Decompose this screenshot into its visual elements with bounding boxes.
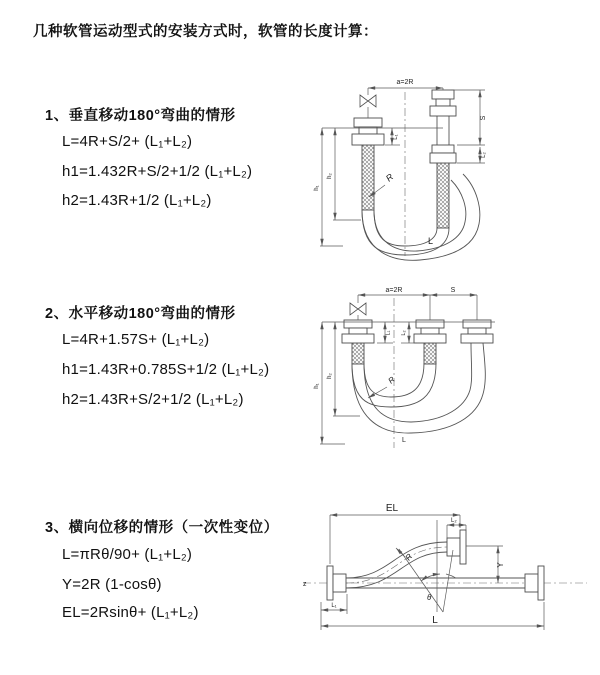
dim-label-l2: L₂ [451, 518, 457, 524]
dim-label-s: S [450, 287, 456, 294]
dim-label-l: L [428, 236, 434, 246]
dim-label-l1: L₁ [393, 134, 399, 140]
hose-assembly [352, 88, 480, 260]
dimension-lines [314, 287, 495, 444]
dim-label-l2: L₂ [401, 330, 407, 336]
flange-left [327, 566, 346, 600]
angle-construction [399, 520, 456, 612]
section-1-formula-h2: h2=1.43R+1/2 (L₁+L₂) [62, 192, 212, 209]
diagram-vertical-180-bend [305, 68, 595, 266]
section-3-formula-Y: Y=2R (1-cosθ) [62, 576, 162, 593]
braided-hose-left [362, 145, 374, 210]
dim-label-l2: L₂ [481, 152, 487, 158]
dim-label-r: R [383, 171, 396, 184]
dim-label-l: L [432, 615, 438, 626]
section-3-heading: 3、横向位移的情形（一次性变位） [45, 520, 279, 536]
flange-fitting-right-lower [430, 145, 456, 163]
centerline-datum-mark: z [303, 581, 307, 588]
hose-assembly [342, 295, 493, 433]
valve-icon [360, 88, 376, 118]
section-1-formula-L: L=4R+S/2+ (L₁+L₂) [62, 133, 193, 150]
dim-label-l: L [402, 437, 406, 444]
page-title: 几种软管运动型式的安装方式时，软管的长度计算： [33, 24, 378, 40]
flange-right-original [525, 566, 544, 600]
flange-fitting-right-displaced [461, 320, 493, 343]
diagram-horizontal-180-bend [305, 276, 595, 464]
dim-label-h2: h₂ [327, 373, 333, 379]
dim-label-y: Y [496, 562, 505, 568]
dim-label-h2: h₂ [327, 173, 333, 179]
section-2-formula-L: L=4R+1.57S+ (L₁+L₂) [62, 331, 210, 348]
valve-icon [350, 295, 366, 320]
dim-label-a2r: a=2R [396, 79, 414, 86]
dim-label-a2r: a=2R [385, 287, 403, 294]
dim-label-h1: h₁ [314, 185, 320, 191]
section-3-formula-EL: EL=2Rsinθ+ (L₁+L₂) [62, 604, 199, 621]
flange-fitting-right-upper [430, 90, 456, 116]
dim-label-r: R [403, 552, 415, 563]
dim-label-theta: θ [427, 593, 432, 602]
diagram-lateral-displacement [295, 498, 595, 650]
flange-fitting-left [352, 118, 384, 145]
section-1-heading: 1、垂直移动180°弯曲的情形 [45, 108, 236, 124]
flange-fitting-middle [414, 320, 446, 343]
dimension-lines [321, 503, 544, 630]
dimension-lines [314, 79, 487, 246]
section-3-formula-L: L=πRθ/90+ (L₁+L₂) [62, 546, 193, 563]
dim-label-s: S [480, 115, 487, 121]
dim-label-l1: L₁ [331, 603, 337, 609]
braided-hose-left [352, 343, 364, 364]
flange-right-displaced [447, 530, 466, 564]
dim-label-r: R [386, 374, 397, 386]
flange-fitting-left [342, 320, 374, 343]
braided-hose-middle [424, 343, 436, 364]
hose-assembly [327, 530, 544, 600]
section-1-formula-h1: h1=1.432R+S/2+1/2 (L₁+L₂) [62, 163, 253, 180]
section-2-heading: 2、水平移动180°弯曲的情形 [45, 306, 236, 322]
section-2-formula-h2: h2=1.43R+S/2+1/2 (L₁+L₂) [62, 391, 244, 408]
dim-label-h1: h₁ [314, 383, 320, 389]
braided-hose-right [437, 163, 449, 228]
dim-label-el: EL [385, 503, 399, 514]
dim-label-l1: L₁ [385, 330, 392, 336]
section-2-formula-h1: h1=1.43R+0.785S+1/2 (L₁+L₂) [62, 361, 270, 378]
